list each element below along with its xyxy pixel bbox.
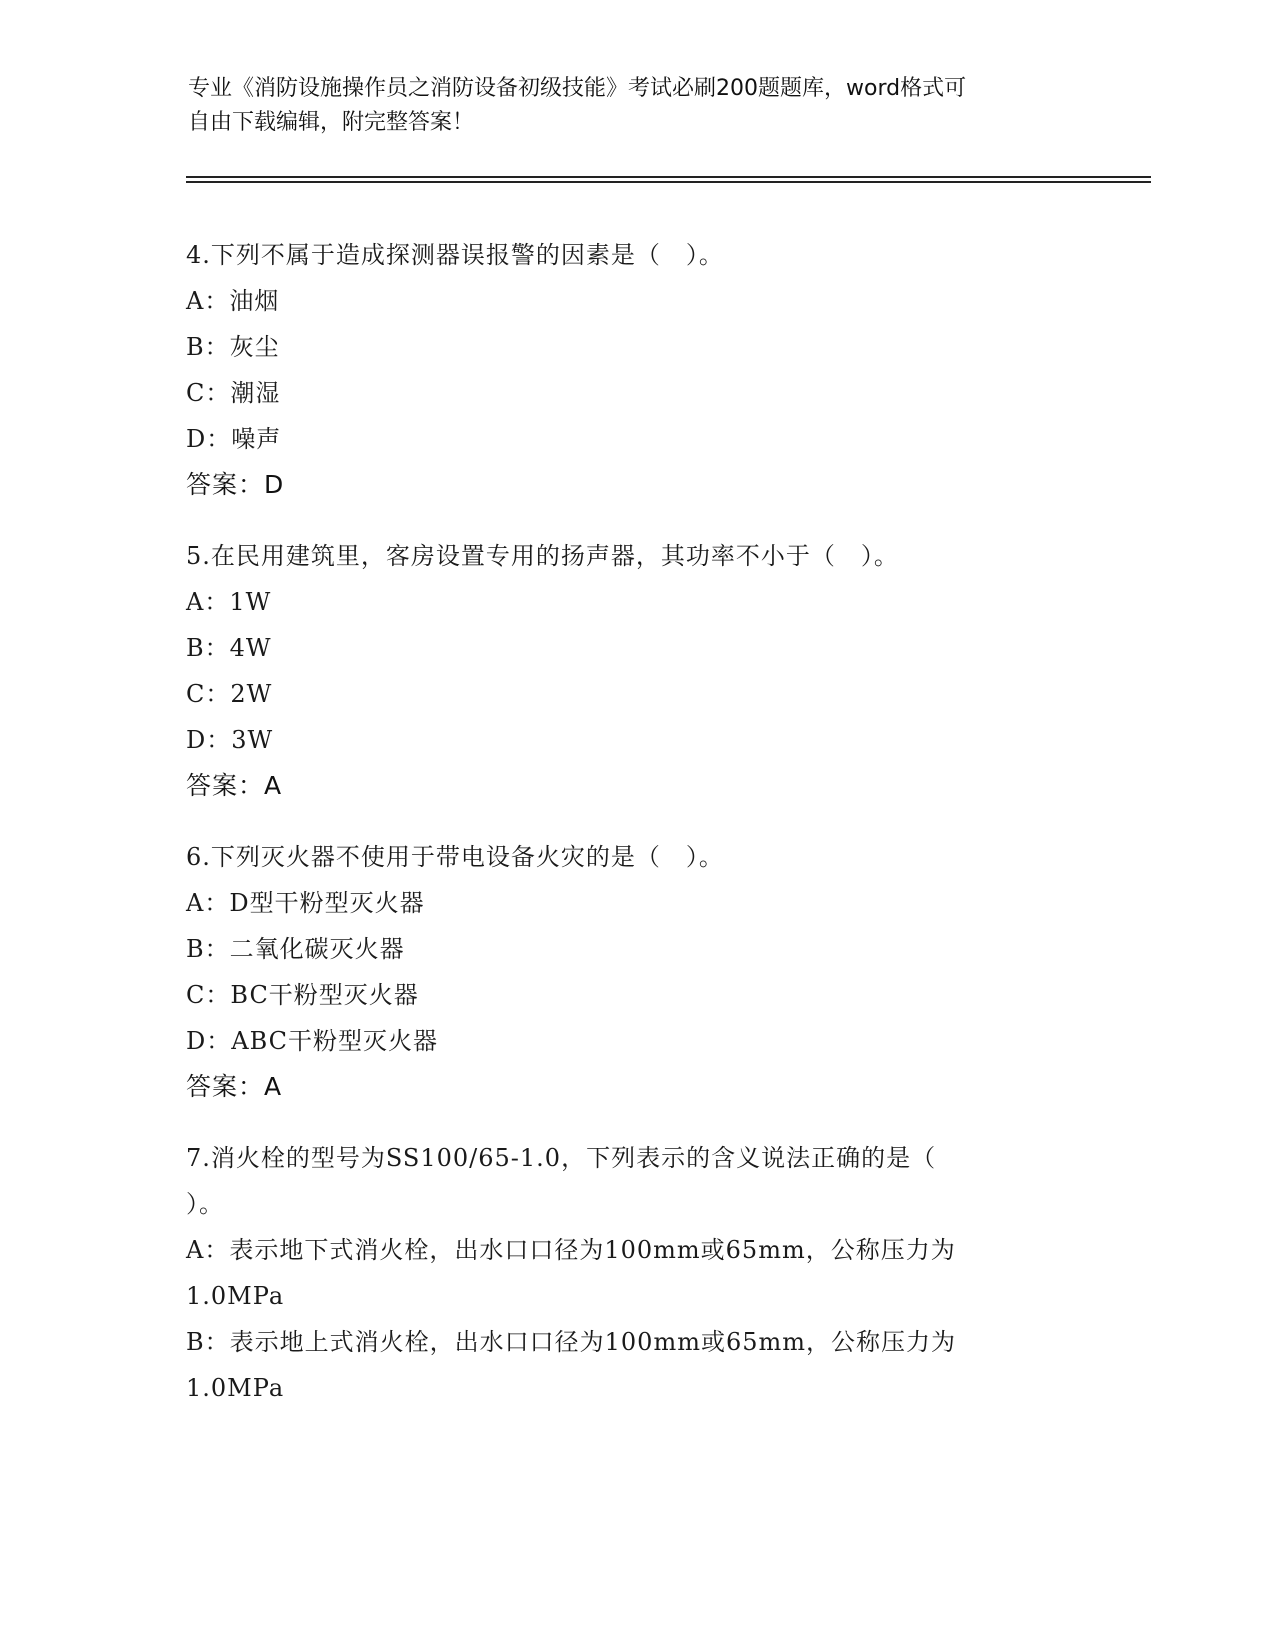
option-a-line-2: 1.0MPa [186, 1282, 285, 1310]
header-line-1: 专业《消防设施操作员之消防设备初级技能》考试必刷200题题库，word格式可 [188, 76, 967, 101]
header-divider-bottom [186, 181, 1151, 183]
header-line-2: 自由下载编辑，附完整答案！ [188, 110, 475, 135]
question-5 [186, 533, 1086, 809]
header-divider-top [186, 176, 1151, 178]
question-stem: 4.下列不属于造成探测器误报警的因素是（ ）。 [186, 241, 724, 269]
question-4 [186, 232, 1086, 508]
option-b: B：二氧化碳灭火器 [186, 935, 405, 963]
option-d: D：ABC干粉型灭火器 [186, 1027, 439, 1055]
option-a: A：油烟 [186, 287, 280, 315]
question-stem-line-2: ）。 [186, 1190, 224, 1218]
document-header [188, 72, 1068, 140]
option-c: C：BC干粉型灭火器 [186, 981, 419, 1009]
option-b: B：灰尘 [186, 333, 280, 361]
option-c: C：2W [186, 680, 273, 708]
option-a: A：1W [186, 588, 272, 616]
option-a-line-1: A：表示地下式消火栓，出水口口径为100mm或65mm，公称压力为 [186, 1236, 956, 1264]
option-b-line-1: B：表示地上式消火栓，出水口口径为100mm或65mm，公称压力为 [186, 1328, 957, 1356]
option-d: D：3W [186, 726, 274, 754]
answer-text: 答案：A [186, 1072, 283, 1101]
question-stem-line-1: 7.消火栓的型号为SS100/65-1.0，下列表示的含义说法正确的是（ [186, 1144, 937, 1172]
answer-text: 答案：A [186, 771, 283, 800]
answer-text: 答案：D [186, 470, 285, 499]
option-b-line-2: 1.0MPa [186, 1374, 285, 1402]
option-c: C：潮湿 [186, 379, 281, 407]
question-stem: 5.在民用建筑里，客房设置专用的扬声器，其功率不小于（ ）。 [186, 542, 899, 570]
option-b [186, 1319, 1086, 1411]
question-stem [186, 1135, 1086, 1227]
question-list [186, 232, 1086, 1436]
option-a [186, 1227, 1086, 1319]
question-7 [186, 1135, 1086, 1411]
option-a: A：D型干粉型灭火器 [186, 889, 425, 917]
option-b: B：4W [186, 634, 272, 662]
question-6 [186, 834, 1086, 1110]
question-stem: 6.下列灭火器不使用于带电设备火灾的是（ ）。 [186, 843, 724, 871]
option-d: D：噪声 [186, 425, 282, 453]
